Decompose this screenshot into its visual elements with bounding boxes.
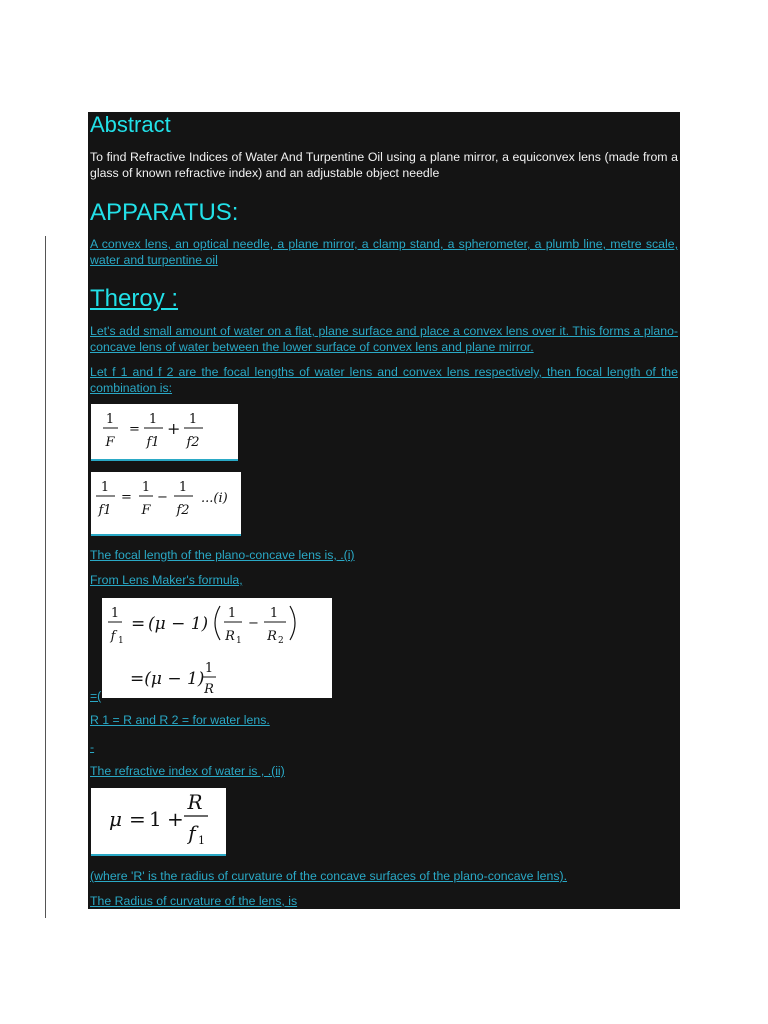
equation-1-image bbox=[91, 404, 238, 461]
eq3-denominator-R1: R bbox=[225, 629, 235, 644]
eq1-numerator-3: 1 bbox=[188, 412, 198, 427]
theory-paragraph-4[interactable]: From Lens Maker's formula, bbox=[90, 573, 243, 587]
eq3-numerator-2: 1 bbox=[227, 606, 237, 621]
eq2-numerator-1: 1 bbox=[100, 480, 110, 495]
theory-paragraph-8[interactable]: The refractive index of water is , .(ii) bbox=[90, 764, 285, 778]
eq2-equals: = bbox=[121, 490, 132, 505]
equation-2-svg bbox=[91, 472, 241, 534]
eq3-denominator-f: f bbox=[110, 629, 116, 644]
equation-3-image bbox=[102, 598, 332, 698]
eq2-numerator-2: 1 bbox=[141, 480, 151, 495]
theory-paragraph-10[interactable]: The Radius of curvature of the lens, is bbox=[90, 894, 298, 908]
theory-paragraph-1[interactable]: Let's add small amount of water on a flat, plane surface and place a convex lens over it. This forms a plano-concave lens of water between the lower surface of convex lens and plane mirror. bbox=[90, 324, 678, 354]
eq3-denominator-R1-sub: 1 bbox=[236, 636, 242, 646]
theory-paragraph-2[interactable]: Let f 1 and f 2 are the focal lengths of water lens and convex lens respectively, then focal length of the combination is: bbox=[90, 365, 678, 395]
eq3-minus: − bbox=[248, 616, 259, 631]
eq1-plus: + bbox=[167, 419, 181, 438]
eq4-denominator-f: f bbox=[188, 821, 196, 845]
eq4-plus: + bbox=[167, 807, 184, 831]
eq2-denominator-F: F bbox=[141, 503, 151, 518]
equation-4-image bbox=[91, 788, 226, 856]
apparatus-heading: APPARATUS: bbox=[90, 199, 239, 226]
page-margin-line bbox=[45, 236, 46, 918]
eq3-line2-prefix: =(μ − 1) bbox=[130, 669, 205, 689]
eq3-denominator-R2-sub: 2 bbox=[278, 636, 284, 646]
eq1-numerator-2: 1 bbox=[148, 412, 158, 427]
equation-2-image bbox=[91, 472, 241, 536]
eq1-denominator-f1: f1 bbox=[146, 435, 160, 450]
theory-stub-2[interactable]: - bbox=[90, 740, 95, 754]
eq4-equals: = bbox=[129, 807, 146, 831]
eq3-numerator-3: 1 bbox=[269, 606, 279, 621]
eq1-numerator-1: 1 bbox=[105, 412, 115, 427]
eq4-mu: μ bbox=[109, 807, 122, 831]
abstract-heading: Abstract bbox=[90, 112, 171, 137]
theory-paragraph-9[interactable]: (where 'R' is the radius of curvature of the concave surfaces of the plano-concave lens). bbox=[90, 869, 568, 883]
theory-heading[interactable]: Theroy : bbox=[90, 285, 179, 312]
eq2-denominator-f1: f1 bbox=[98, 503, 112, 518]
eq2-tag: ...(i) bbox=[201, 491, 228, 506]
theory-stub-1[interactable]: =( bbox=[90, 689, 102, 703]
eq3-equals: = bbox=[131, 614, 146, 634]
eq4-numerator-R: R bbox=[187, 790, 203, 814]
eq1-denominator-f2: f2 bbox=[186, 435, 200, 450]
eq3-numerator-1: 1 bbox=[110, 606, 120, 621]
apparatus-text[interactable]: A convex lens, an optical needle, a plane mirror, a clamp stand, a spherometer, a plumb line, metre scale, water and turpentine oil bbox=[90, 237, 678, 267]
eq2-numerator-3: 1 bbox=[178, 480, 188, 495]
equation-4-svg bbox=[91, 788, 226, 854]
eq2-denominator-f2: f2 bbox=[176, 503, 190, 518]
abstract-text: To find Refractive Indices of Water And Turpentine Oil using a plane mirror, a equiconvex lens (made from a glass of known refractive index) and an adjustable object needle bbox=[90, 150, 678, 180]
equation-1-svg bbox=[91, 404, 238, 459]
document-page bbox=[88, 112, 680, 909]
eq3-line2-denominator-R: R bbox=[204, 682, 214, 697]
eq3-denominator-sub1: 1 bbox=[118, 636, 124, 646]
theory-paragraph-6[interactable]: R 1 = R and R 2 = for water lens. bbox=[90, 713, 270, 727]
equation-3-svg bbox=[102, 598, 332, 698]
theory-paragraph-3[interactable]: The focal length of the plano-concave lens is, .(i) bbox=[90, 548, 355, 562]
eq3-denominator-R2: R bbox=[267, 629, 277, 644]
eq4-one: 1 bbox=[149, 807, 162, 831]
eq2-minus: − bbox=[157, 490, 168, 505]
eq3-line2-numerator: 1 bbox=[204, 661, 214, 676]
eq1-denominator-F: F bbox=[105, 435, 115, 450]
eq1-equals: = bbox=[129, 422, 140, 437]
eq3-mu-term: (μ − 1) bbox=[148, 614, 209, 634]
eq4-denominator-sub1: 1 bbox=[198, 834, 205, 847]
